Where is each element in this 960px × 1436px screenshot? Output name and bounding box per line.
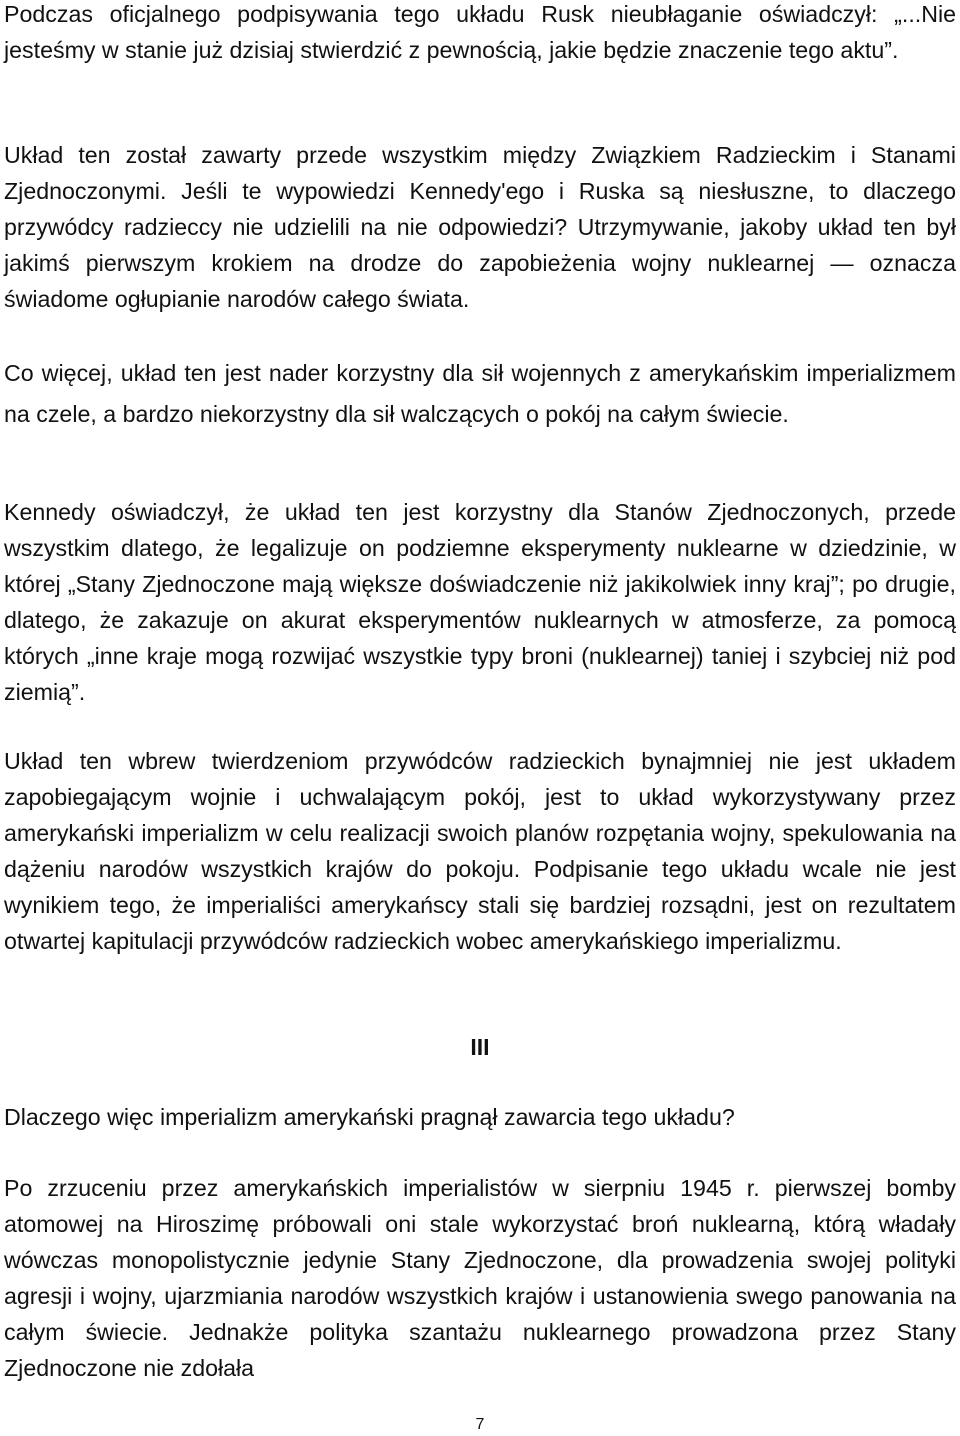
paragraph-treaty-purpose: Układ ten wbrew twierdzeniom przywódców radzieckich bynajmniej nie jest układem zapobiegającym wojnie i uchwalającym pokój, jest to układ wykorzystywany przez amerykański imperializm w celu realizacji swoich planów rozpętania wojny, spekulowania na dążeniu narodów wszystkich krajów do pokoju. Podpisanie tego układu wcale nie jest wynikiem tego, że imperialiści amerykańscy stali się bardziej rozsądni, jest on rezultatem otwartej kapitulacji przywódców radzieckich wobec amerykańskiego imperializmu. <box>4 748 956 954</box>
page-number: 7 <box>475 1416 485 1433</box>
paragraph-rusk-statement: Podczas oficjalnego podpisywania tego układu Rusk nieubłaganie oświadczył: „...Nie jesteśmy w stanie już dzisiaj stwierdzić z pewnością, jakie będzie znaczenie tego aktu”. <box>4 1 956 63</box>
paragraph-question: Dlaczego więc imperializm amerykański pragnął zawarcia tego układu? <box>4 1104 735 1130</box>
paragraph-kennedy-statement: Kennedy oświadczył, że układ ten jest korzystny dla Stanów Zjednoczonych, przede wszystkim dlatego, że legalizuje on podziemne eksperymenty nuklearne w dziedzinie, w której „Stany Zjednoczone mają większe doświadczenie niż jakikolwiek inny kraj”; po drugie, dlatego, że zakazuje on akurat eksperymentów nuklearnych w atmosferze, za pomocą których „inne kraje mogą rozwijać wszystkie typy broni (nuklearnej) taniej i szybciej niż pod ziemią”. <box>4 499 956 705</box>
paragraph-hiroshima: Po zrzuceniu przez amerykańskich imperialistów w sierpniu 1945 r. pierwszej bomby atomowej na Hiroszimę próbowali oni stale wykorzystać broń nuklearną, którą władały wówczas monopolistycznie jedynie Stany Zjednoczone, dla prowadzenia swojej polityki agresji i wojny, ujarzmiania narodów wszystkich krajów i ustanowienia swego panowania na całym świecie. Jednakże polityka szantażu nuklearnego prowadzona przez Stany Zjednoczone nie zdołała <box>4 1175 956 1381</box>
section-heading: III <box>470 1034 490 1060</box>
paragraph-treaty-parties: Układ ten został zawarty przede wszystkim między Związkiem Radzieckim i Stanami Zjednoczonymi. Jeśli te wypowiedzi Kennedy'ego i Ruska są niesłuszne, to dlaczego przywódcy radzieccy nie udzielili na nie odpowiedzi? Utrzymywanie, jakoby układ ten był jakimś pierwszym krokiem na drodze do zapobieżenia wojny nuklearnej — oznacza świadome ogłupianie narodów całego świata. <box>4 142 956 312</box>
paragraph-treaty-benefit: Co więcej, układ ten jest nader korzystny dla sił wojennych z amerykańskim imperializmem na czele, a bardzo niekorzystny dla sił walczących o pokój na całym świecie. <box>4 360 956 427</box>
